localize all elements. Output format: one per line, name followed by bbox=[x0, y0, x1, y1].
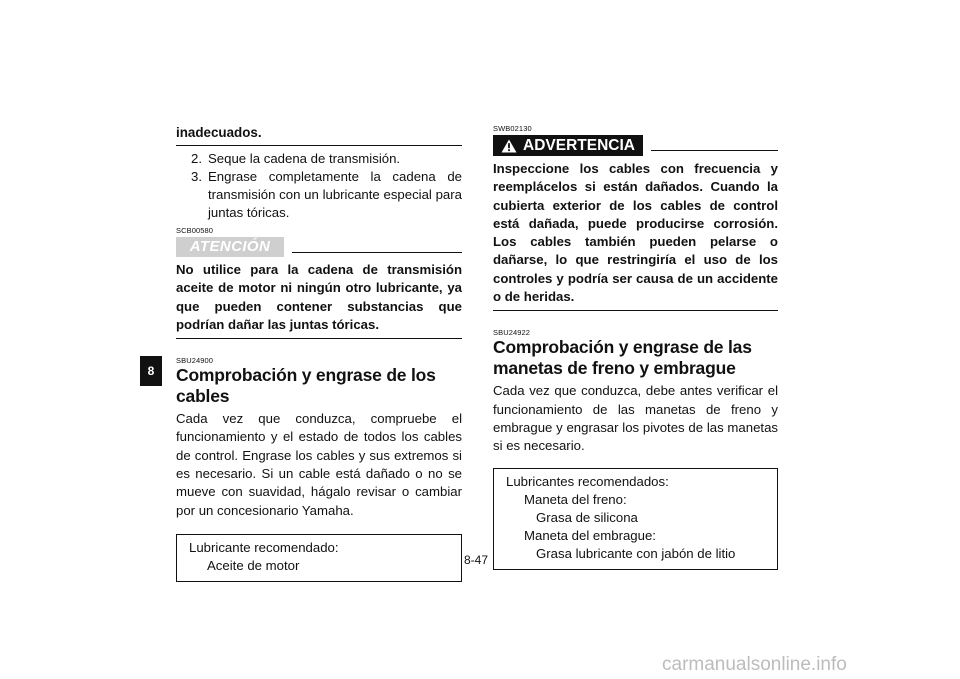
section-title: Comprobación y engrase de los cables bbox=[176, 365, 436, 407]
section-code: SBU24900 bbox=[176, 356, 214, 366]
lubricants-box bbox=[493, 468, 778, 570]
right-column bbox=[493, 124, 778, 570]
chapter-tab: 8 bbox=[140, 356, 162, 386]
page-number: 8-47 bbox=[464, 553, 489, 567]
caution-code: SCB00580 bbox=[176, 226, 214, 235]
caution-text: No utilice para la cadena de transmisión aceite de motor ni ningún otro lubricante, ya que pueden contener substancias que podrían dañar las juntas tóricas. bbox=[176, 262, 462, 332]
list-item bbox=[176, 168, 462, 222]
left-column bbox=[176, 124, 462, 582]
divider bbox=[176, 338, 462, 339]
section-title: Comprobación y engrase de las manetas de freno y embrague bbox=[493, 337, 752, 379]
warning-triangle-icon bbox=[501, 139, 517, 153]
lubricants-heading: Lubricantes recomendados: bbox=[506, 473, 669, 489]
warning-rule bbox=[651, 150, 778, 151]
step-number: 2. bbox=[191, 151, 202, 166]
lubricant-box bbox=[176, 534, 462, 582]
step-number: 3. bbox=[191, 169, 202, 184]
section-body: Cada vez que conduzca, debe antes verificar el funcionamiento de las manetas de freno y embrague y engrasar los pivotes de las manetas si es necesario. bbox=[493, 383, 778, 454]
divider bbox=[176, 145, 462, 146]
clutch-lever-lubricant: Grasa lubricante con jabón de litio bbox=[536, 545, 736, 561]
continuation-text: inadecuados. bbox=[176, 125, 262, 140]
clutch-lever-label: Maneta del embrague: bbox=[524, 527, 656, 543]
divider bbox=[493, 310, 778, 311]
caution-header bbox=[176, 237, 462, 257]
caution-label: ATENCIÓN bbox=[176, 237, 284, 257]
brake-lever-lubricant: Grasa de silicona bbox=[536, 509, 638, 525]
caution-rule bbox=[292, 252, 462, 253]
steps-list bbox=[176, 150, 462, 222]
step-text: Seque la cadena de transmisión. bbox=[208, 151, 401, 166]
section-body: Cada vez que conduzca, compruebe el funcionamiento y el estado de todos los cables de control. Engrase los cables y sus extremos si es necesario. Si un cable está dañado o no se mueve con suavidad, hágalo revisar o cambiar por un concesionario Yamaha. bbox=[176, 411, 462, 518]
section-code: SBU24922 bbox=[493, 328, 531, 338]
brake-lever-label: Maneta del freno: bbox=[524, 491, 627, 507]
warning-text: Inspeccione los cables con frecuencia y reemplácelos si están dañados. Cuando la cubierta exterior de los cables de control está dañada, puede producirse corrosión. Los cables también pueden pelarse o dañarse, lo que restringiría el uso de los controles y podría ser causa de un accidente o de heridas. bbox=[493, 161, 778, 305]
warning-label: ADVERTENCIA bbox=[523, 137, 635, 154]
list-item bbox=[176, 150, 462, 168]
warning-header bbox=[493, 135, 778, 156]
watermark: carmanualsonline.info bbox=[662, 654, 847, 675]
lubricant-item: Aceite de motor bbox=[207, 557, 300, 573]
lubricant-heading: Lubricante recomendado: bbox=[189, 539, 339, 555]
warning-label-box bbox=[493, 135, 643, 156]
warning-code: SWB02130 bbox=[493, 124, 532, 133]
step-text: Engrase completamente la cadena de transmisión con un lubricante especial para juntas tóricas. bbox=[208, 169, 462, 220]
